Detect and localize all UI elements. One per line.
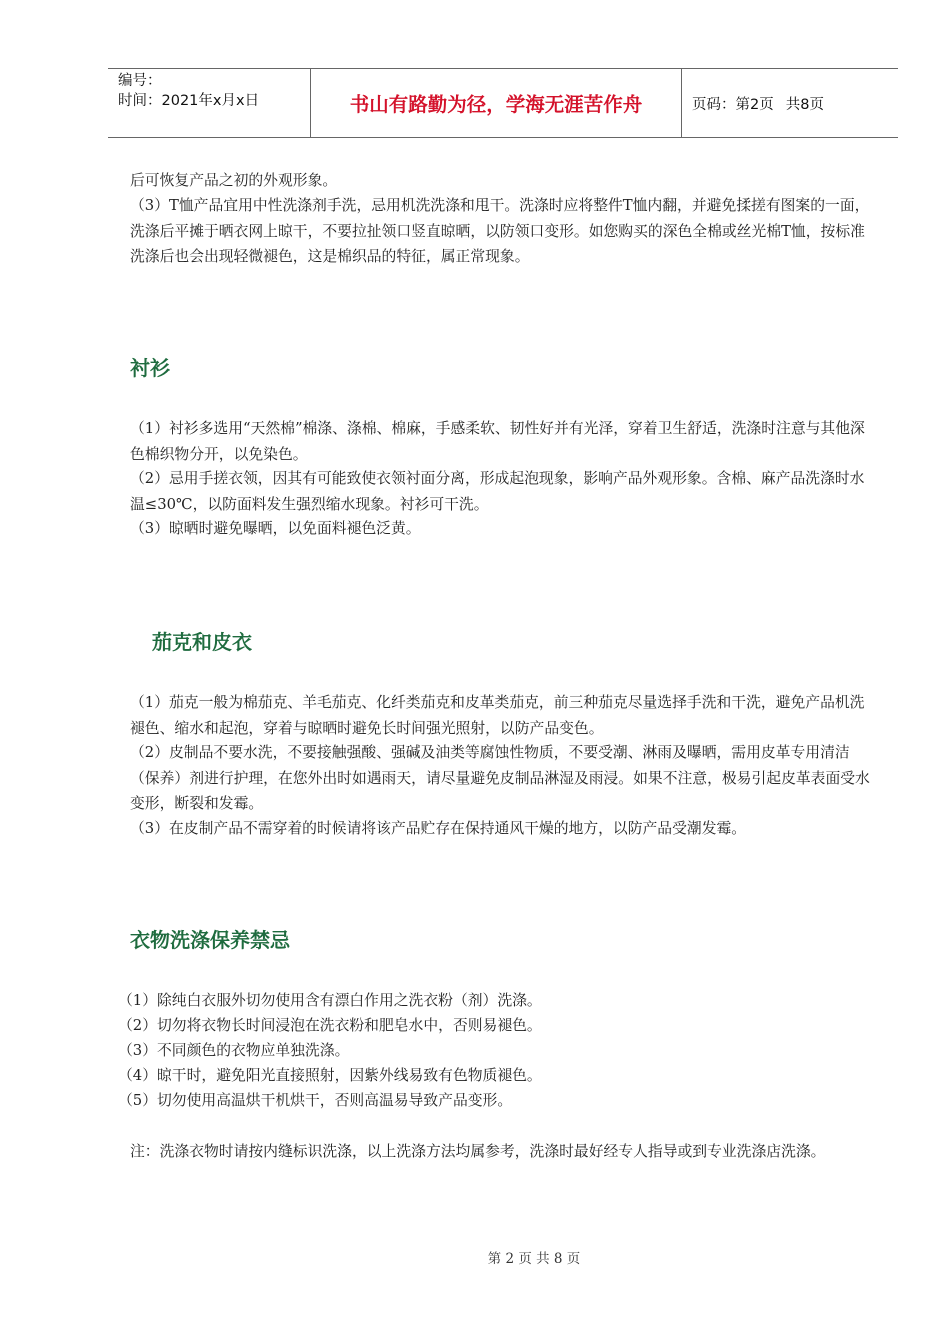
shirt-paragraph-1: （1）衬衫多选用“天然棉”棉涤、涤棉、棉麻，手感柔软、韧性好并有光泽，穿着卫生舒适，洗涤时注意与其他深色棉织物分开，以免染色。 xyxy=(130,420,865,463)
intro-continuation: 后可恢复产品之初的外观形象。 xyxy=(130,172,338,189)
taboo-item: （5）切勿使用高温烘干机烘干，否则高温易导致产品变形。 xyxy=(118,1092,513,1109)
page-footer: 第 2 页 共 8 页 xyxy=(487,1251,581,1267)
care-note: 注：洗涤衣物时请按内缝标识洗涤，以上洗涤方法均属参考，洗涤时最好经专人指导或到专业洗涤店洗涤。 xyxy=(130,1143,826,1160)
jacket-paragraph-3: （3）在皮制产品不需穿着的时候请将该产品贮存在保持通风干燥的地方，以防产品受潮发霉。 xyxy=(130,820,747,837)
header-page-number: 页码：第2页 xyxy=(692,96,774,113)
header-page-total: 共8页 xyxy=(785,96,824,113)
section-title-shirt: 衬衫 xyxy=(130,356,170,380)
tshirt-paragraph-3: （3）T恤产品宜用中性洗涤剂手洗，忌用机洗洗涤和甩干。洗涤时应将整件T恤内翻，并避免揉搓有图案的一面，洗涤后平摊于晒衣网上晾干，不要拉扯领口竖直晾晒，以防领口变形。如您购买的深色全棉或丝光棉T恤，按标准洗涤后也会出现轻微褪色，这是棉织品的特征，属正常现象。 xyxy=(130,197,870,265)
document-date: 时间：2021年x月x日 xyxy=(118,93,260,109)
header-meta xyxy=(108,69,310,137)
taboo-item: （3）不同颜色的衣物应单独洗涤。 xyxy=(118,1042,350,1059)
taboo-item: （2）切勿将衣物长时间浸泡在洗衣粉和肥皂水中，否则易褪色。 xyxy=(118,1017,542,1034)
jacket-paragraph-2: （2）皮制品不要水洗，不要接触强酸、强碱及油类等腐蚀性物质，不要受潮、淋雨及曝晒，需用皮革专用清洁（保养）剂进行护理，在您外出时如遇雨天，请尽量避免皮制品淋湿及雨浸。如果不注意，极易引起皮革表面受水变形，断裂和发霉。 xyxy=(130,744,870,812)
page-header xyxy=(108,68,898,138)
taboo-item: （4）晾干时，避免阳光直接照射，因紫外线易致有色物质褪色。 xyxy=(118,1067,542,1084)
jacket-paragraph-1: （1）茄克一般为棉茄克、羊毛茄克、化纤类茄克和皮革类茄克，前三种茄克尽量选择手洗和干洗，避免产品机洗褪色、缩水和起泡，穿着与晾晒时避免长时间强光照射，以防产品变色。 xyxy=(130,694,865,737)
taboo-item: （1）除纯白衣服外切勿使用含有漂白作用之洗衣粉（剂）洗涤。 xyxy=(118,992,542,1009)
document-number-label: 编号： xyxy=(118,73,162,89)
shirt-paragraph-3: （3）晾晒时避免曝晒，以免面料褪色泛黄。 xyxy=(130,520,421,537)
header-page-info xyxy=(682,69,898,137)
shirt-paragraph-2: （2）忌用手搓衣领，因其有可能致使衣领衬面分离，形成起泡现象，影响产品外观形象。含棉、麻产品洗涤时水温≤30℃，以防面料发生强烈缩水现象。衬衫可干洗。 xyxy=(130,470,865,513)
header-motto: 书山有路勤为径，学海无涯苦作舟 xyxy=(310,69,682,137)
section-title-jacket: 茄克和皮衣 xyxy=(152,630,252,654)
section-title-taboo: 衣物洗涤保养禁忌 xyxy=(130,928,290,952)
